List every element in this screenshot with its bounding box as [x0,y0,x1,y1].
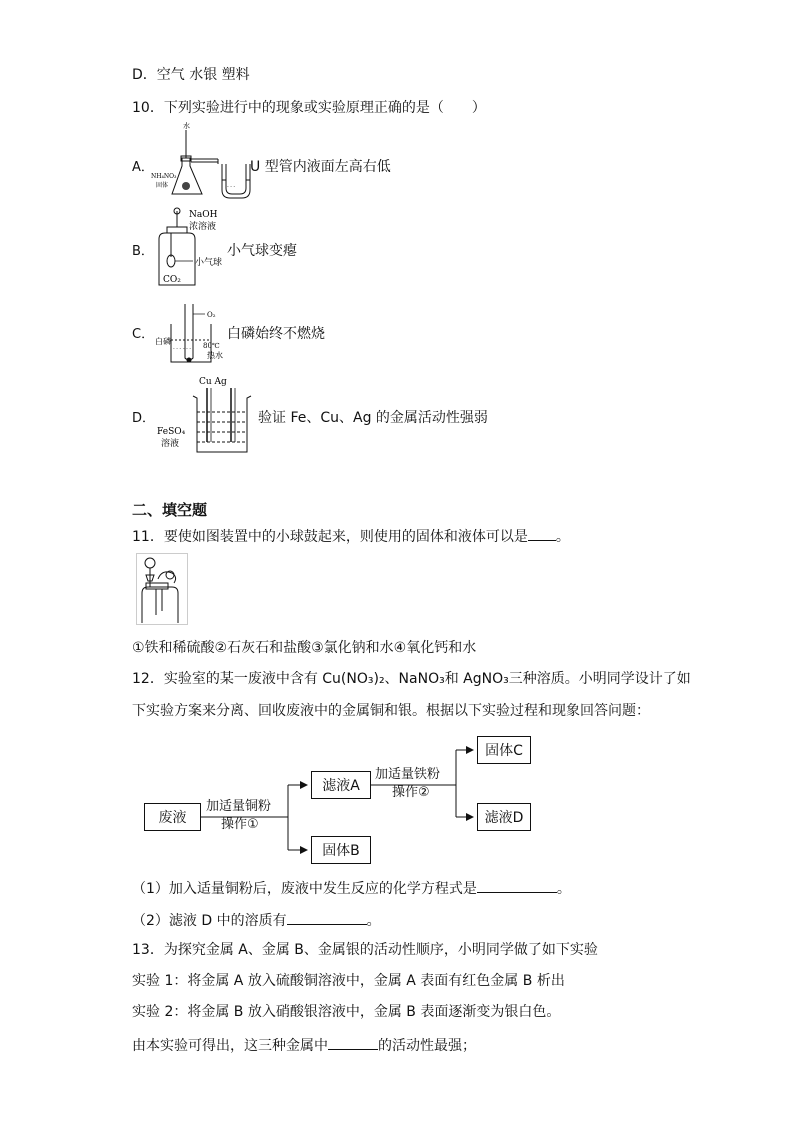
q13-stem: 13．为探究金属 A、金属 B、金属银的活动性顺序，小明同学做了如下实验 [132,942,598,958]
q10-option-d-text: 验证 Fe、Cu、Ag 的金属活动性强弱 [258,410,488,426]
q13-concl-start: 由本实验可得出，这三种金属中 [132,1038,328,1054]
q13-exp1: 实验 1：将金属 A 放入硫酸铜溶液中，金属 A 表面有红色金属 B 析出 [132,973,565,989]
flow-filtrate-d-box: 滤液D [477,803,531,831]
q12-sub1 [132,878,571,898]
fig-d-metals: Cu Ag [199,377,227,387]
q10-option-a-label: A． [132,160,154,175]
fig-a-solid-2: 固体 [156,182,169,189]
fig-c-hotwater: 热水 [207,351,223,360]
flow-op2-line2: 操作② [392,785,430,800]
q12-stem-line2: 下实验方案来分离、回收废液中的金属铜和银。根据以下实验过程和现象回答问题： [132,703,650,719]
fig-c-phos: 白磷 [155,337,171,346]
q13-exp2: 实验 2：将金属 B 放入硝酸银溶液中，金属 B 表面逐渐变为银白色。 [132,1004,561,1020]
flow-op1-line1: 加适量铜粉 [206,799,272,814]
flow-op1-line2: 操作① [221,817,259,832]
flow-filtrate-a-box: 滤液A [311,771,371,799]
q10-option-c-text: 白磷始终不燃烧 [227,326,325,342]
svg-text:- - -: - - - [227,184,236,190]
fig-b-conc: 浓溶液 [189,222,217,232]
fig-b-balloon: 小气球 [195,258,223,268]
q11-stem-end: 。 [555,529,570,545]
q10-stem: 10．下列实验进行中的现象或实验原理正确的是（ ） [132,100,486,116]
q12-sub2-blank[interactable] [287,910,367,925]
flow-solid-b-box: 固体B [311,836,371,864]
svg-text:- - - - - -: - - - - - - [173,346,192,352]
fig-b-naoh: NaOH [189,210,218,220]
flow-waste-box: 废液 [144,803,201,831]
fig-d-sol: 溶液 [161,439,180,449]
flow-op2-line1: 加适量铁粉 [375,767,441,782]
fig-b-co2: CO₂ [163,275,181,285]
q10-option-b-text: 小气球变瘪 [227,243,297,259]
q13-concl-end: 的活动性最强； [378,1038,476,1054]
q12-sub2-text: （2）滤液 D 中的溶质有 [132,913,287,929]
q13-blank[interactable] [328,1035,378,1050]
fig-a-water: 水 [183,122,190,130]
q12-sub1-blank[interactable] [477,878,557,893]
q12-stem-line1: 12．实验室的某一废液中含有 Cu(NO₃)₂、NaNO₃和 AgNO₃三种溶质。小明同学设计了如 [132,671,691,687]
q10-option-c-label: C． [132,327,155,342]
q10-option-d-label: D． [132,411,156,426]
q9-option-d: D．空气 水银 塑料 [132,67,250,83]
q12-sub2-end: 。 [366,913,381,929]
fig-c-temp: 80℃ [203,342,220,350]
q12-sub1-text: （1）加入适量铜粉后，废液中发生反应的化学方程式是 [132,881,477,897]
q13-conclusion [132,1035,476,1055]
fig-d-salt: FeSO₄ [157,427,186,437]
flow-solid-c-box: 固体C [477,736,531,764]
fig-a-solid-1: NH₄NO₃ [151,173,177,180]
q11-choices: ①铁和稀硫酸②石灰石和盐酸③氯化钠和水④氧化钙和水 [132,640,477,656]
fig-c-o2: O₂ [207,311,216,319]
q10-option-a-text: U 型管内液面左高右低 [250,159,391,175]
section-2-title: 二、填空题 [132,501,208,519]
q10-option-b-label: B． [132,244,154,259]
q12-sub2 [132,910,381,930]
q11-stem-text: 11．要使如图装置中的小球鼓起来，则使用的固体和液体可以是 [132,529,528,545]
q12-sub1-end: 。 [556,881,571,897]
